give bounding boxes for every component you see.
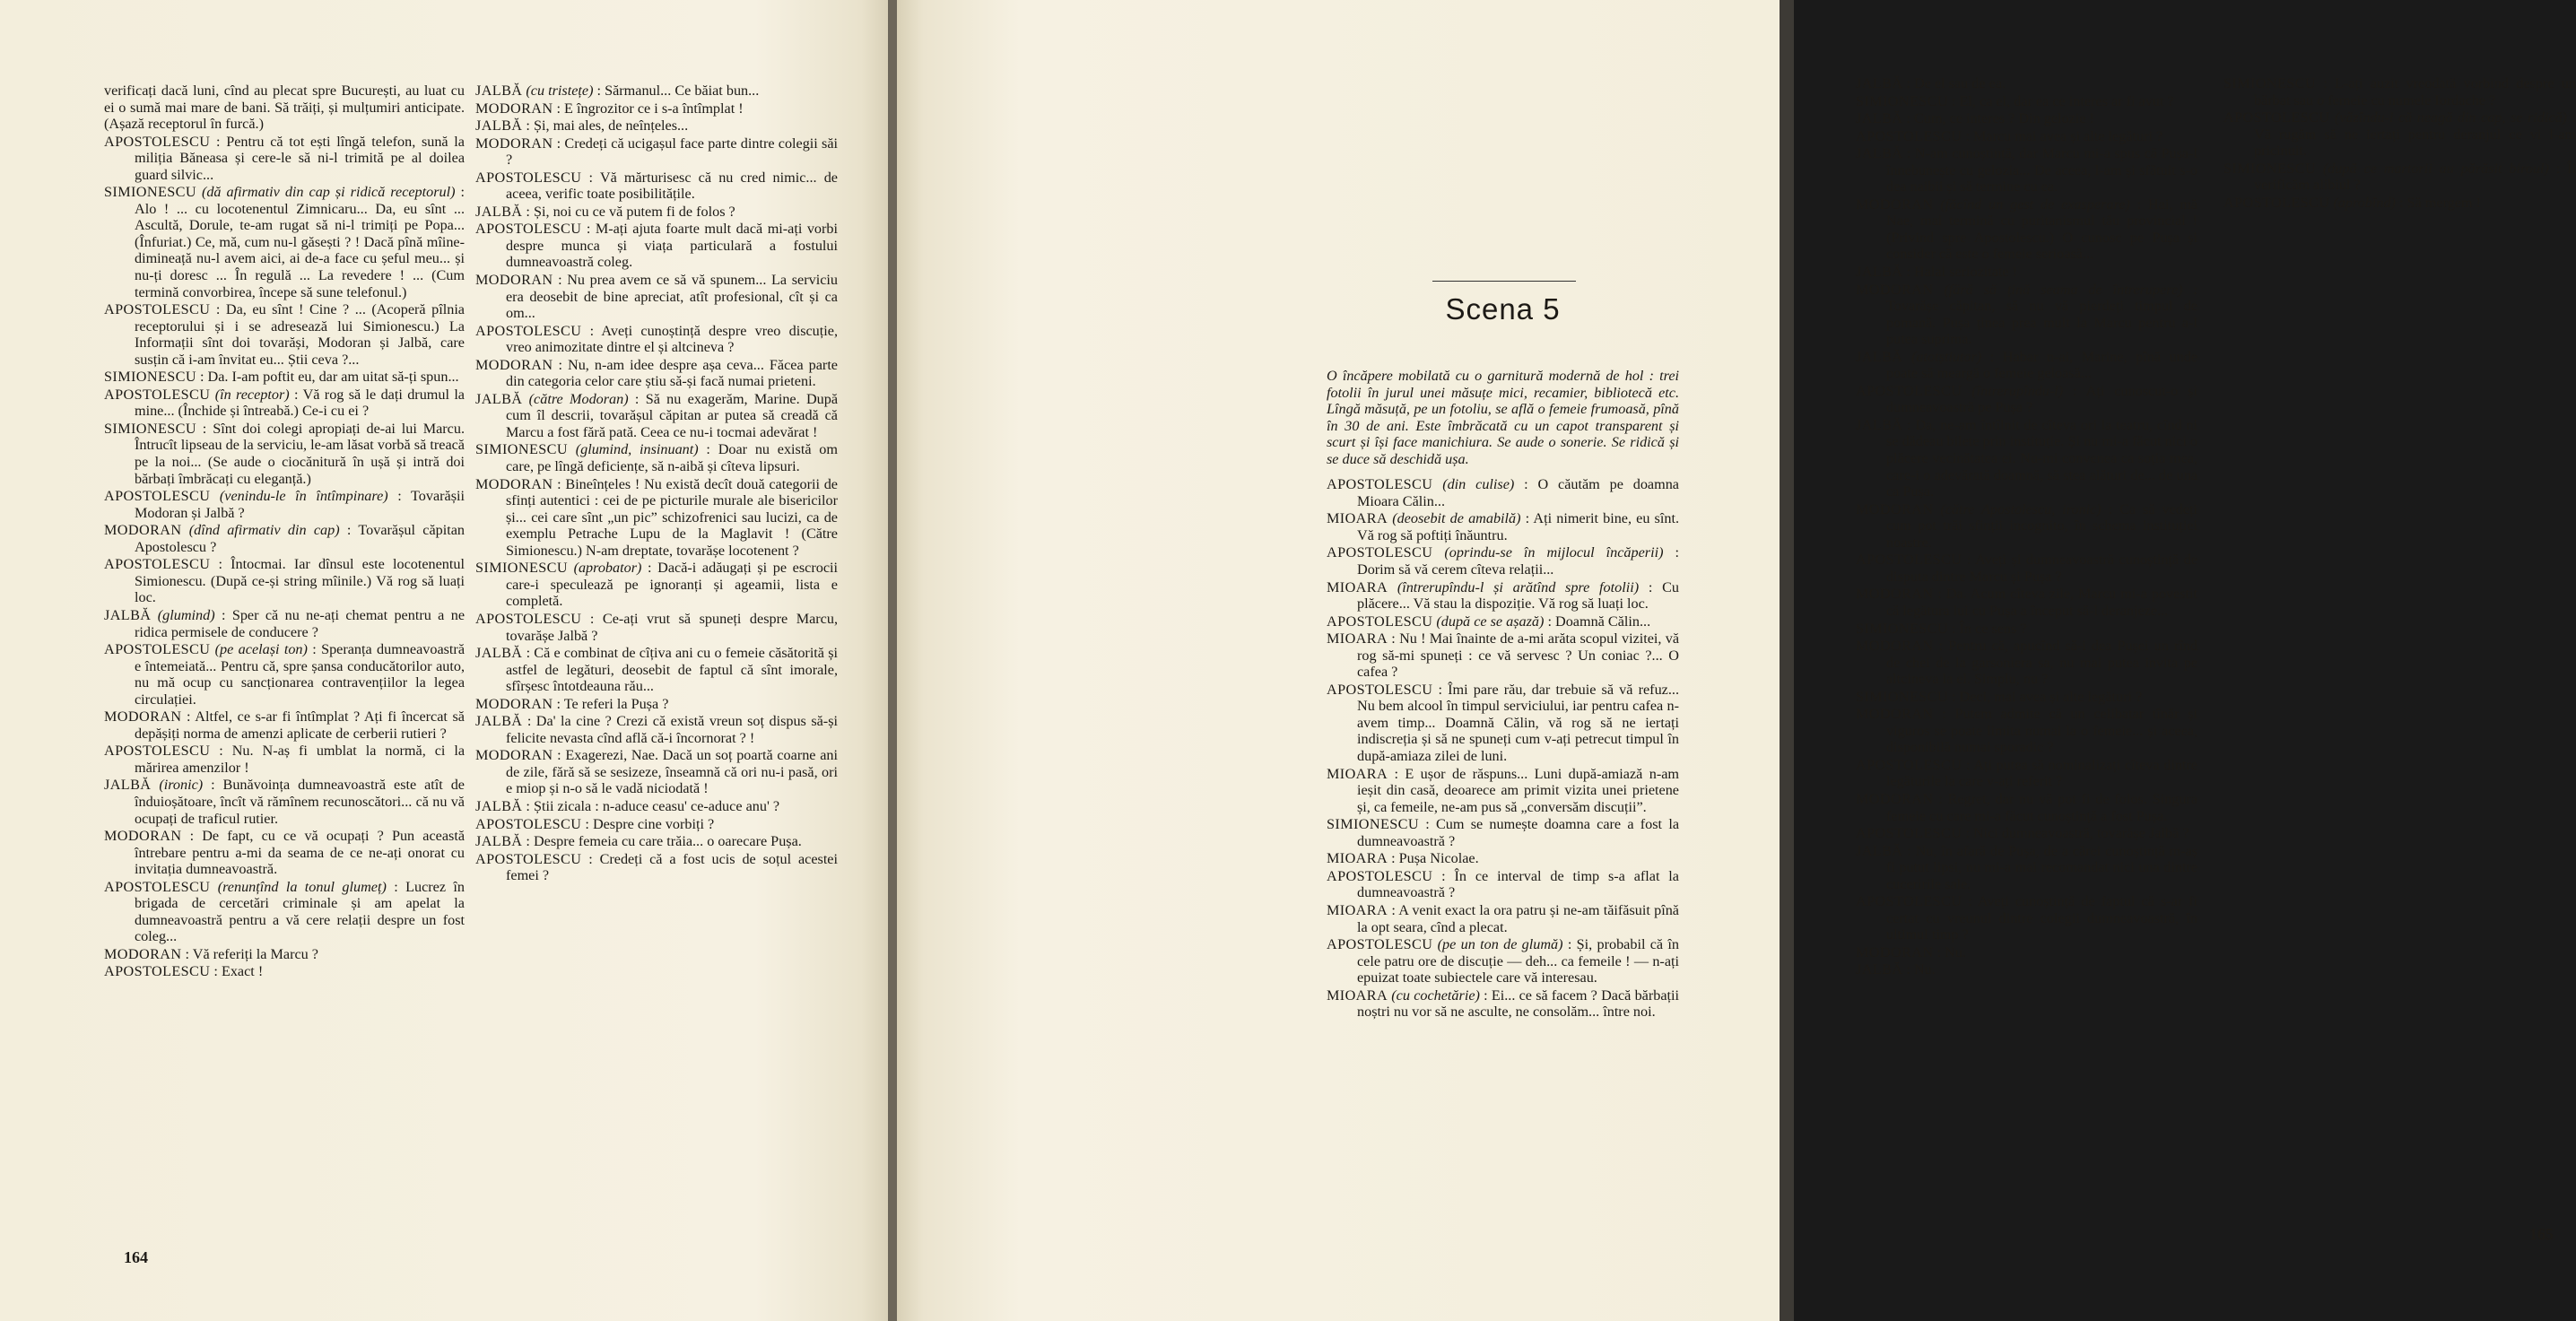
dialogue-continuation (104, 83, 465, 133)
line-text: Pușa Nicolae. (1398, 850, 1479, 867)
line-text: Să nu exagerăm, Marine. După cum îl descrii, tovarășul căpitan ar putea să creadă că Marcu a fost fără pată. Ceea ce nu-i tocmai adevărat ! (506, 390, 839, 440)
speaker-name: JALBĂ (475, 117, 523, 135)
page-number-right: 165 (2529, 1225, 2554, 1243)
speaker-name: MODORAN (1856, 790, 1934, 807)
speaker-name: APOSTOLESCU (104, 743, 211, 760)
speaker-name: JALBĂ (475, 390, 523, 407)
stage-direction: (întrerupîndu-l și arătînd spre fotolii) (1397, 578, 1640, 595)
dialogue-line: SIMIONESCU (aprobator) : Dacă-i adăugați și pe escrocii care-i speculează pe ignoranți și ageamii, lista e completă. (475, 560, 839, 610)
dialogue-line: MODORAN : Te referi la Pușa ? (475, 695, 669, 712)
stage-direction: (dînd afirmativ din cap) (188, 522, 340, 539)
book-gutter (888, 0, 897, 1321)
stage-direction: (din culise) (1442, 476, 1515, 493)
line-text: E îngrozitor ce i s-a întîmplat ! (564, 100, 744, 117)
dialogue-line: APOSTOLESCU (în receptor) : Vă rog să le dați drumul la mine... (Închide și întreabă.) Ce-i cu ei ? (104, 386, 465, 420)
scene-dialogue (1327, 476, 1679, 1021)
line-text: Credeți că ucigașul face parte dintre colegii săi ? (506, 135, 839, 169)
speaker-name: JALBĂ (1856, 348, 1903, 365)
dialogue-line: JALBĂ : Știi zicala : n-aduce ceasu' ce-aduce anu' ? (475, 797, 780, 814)
dialogue-line: APOSTOLESCU (întrerupîndu-l) : Ați cunoscut-o și dumneavoastră pe Pușa ? (1856, 382, 2197, 416)
dialogue-line: APOSTOLESCU (oprindu-se în mijlocul încăperii) : Dorim să vă cerem cîteva relații... (1327, 544, 1679, 578)
speaker-name: MIOARA (1327, 986, 1388, 1004)
speaker-name: APOSTOLESCU (1327, 613, 1433, 630)
dialogue-line: SIMIONESCU (după ce martorii au părăsit biroul) : Îi verificăm alibiul ? (2224, 160, 2576, 194)
dialogue-line: MODORAN : Credeți că ucigașul face parte dintre colegii săi ? (475, 135, 839, 169)
speaker-name: APOSTOLESCU (104, 963, 211, 980)
line-text: O căutăm pe doamna Mioara Călin... (1357, 476, 1679, 509)
speaker-name: MODORAN (104, 522, 182, 539)
right-page-column-2-top (2224, 75, 2576, 212)
speaker-name: MIOARA (1327, 630, 1388, 647)
dialogue-line: APOSTOLESCU : Aveți și dumneavoastră cunoștință de disputa dintre Marcu și Pușa ? (1856, 552, 2197, 585)
stage-direction: (aprobînd) (2333, 194, 2396, 211)
line-text: Îi verificăm alibiul ? (2254, 160, 2576, 194)
line-text: Tovarășe căpitan, să nu vă pierdeți timpul de pomană. Pușa ținea prea mult la Marcu pentru a-l putea suprima. (1886, 298, 2197, 348)
dialogue-line: JALBĂ : Că e combinat de cîțiva ani cu o femeie căsătorită și astfel de legături, deosebit de faptul că sînt imorale, sfîrșesc întotdeauna rău... (475, 645, 838, 695)
line-text: Nu. (1913, 961, 1936, 978)
speaker-name: JALBĂ (1856, 842, 1903, 859)
line-text: Lucrez în brigada de cercetări criminale și am apelat la dumneavoastră pentru a vă cere relații despre un fost coleg... (135, 878, 465, 945)
dialogue-line: JALBĂ (către Modoran) : Să nu exagerăm, Marine. După cum îl descrii, tovarășul căpitan ar putea să creadă că Marcu a fost fără pată. Ceea ce nu-i tocmai adevărat ! (475, 390, 839, 440)
line-text: Despre femeia cu care trăia... o oarecare Pușa. (533, 833, 802, 850)
speaker-name: MODORAN (104, 945, 182, 962)
speaker-name: JALBĂ (1856, 145, 1903, 162)
speaker-name: MODORAN (475, 695, 553, 712)
dialogue-line: JALBĂ : De el sau de ea. (1856, 75, 2006, 91)
dialogue-line: JALBĂ : Da, ne-am întîlnit de cîteva ori la teatru, cînd ni se dădeau bilete prin instituție. Și nu mi-a făcut nici o plăcere vecinătatea ei. Nu-mi convenea ca soția mea, care-i o adevărată doamnă, să stea alături de... de una ca Pușa. (1856, 416, 2198, 500)
dialogue-line: MIOARA : A venit exact la ora patru și ne-am tăifăsuit pînă la opt seara, cînd a plecat. (1327, 901, 1679, 935)
line-text: Ați cunoscut-o și dumneavoastră pe Pușa ? (1886, 382, 2197, 416)
dialogue-line: MODORAN : Bineînțeles ! Nu există decît două categorii de sfinți autentici : cei de pe picturile murale ale bisericilor și... cei care sînt „un pic” schizofrenici sau lucizi, ca de exemplu Petrache Lupu de la Maglavit ! (Către Simionescu.) N-am dreptate, tovarășe locotenent ? (475, 475, 838, 559)
stage-direction: (venindu-le în întîmpinare) (219, 488, 388, 505)
dialogue-line: JALBĂ (cu tristețe) : Sărmanul... Ce băiat bun... (475, 83, 760, 99)
line-text: Cum, ce interes ? Din gelozie ! (1913, 110, 2094, 127)
line-text: Da. I-am poftit eu, dar am uitat să-ți spun... (207, 369, 459, 386)
dialogue-line: MODORAN : Nu prea avem ce să vă spunem... La serviciu era deosebit de bine apreciat, atît profesional, cît și ca om... (475, 272, 838, 322)
line-text: Nu. (1945, 943, 1966, 960)
speaker-name: APOSTOLESCU (475, 322, 582, 339)
line-text: Îmi pare rău, dar trebuie să vă refuz... Nu bem alcool în timpul serviciului, iar pentru cafea n-avem timp... Doamnă Călin, vă rog să ne iertați indiscreția și să ne spuneți cum v-ați petrecut timpul în după-amiaza zilei de luni. (1357, 681, 1679, 765)
dialogue-line: JALBĂ : N-am cunoștință, dar Marcu mi-a spus că Pușa-l înnebunește cu gelozia... De aceea, l-am și sfătuit s-o dea naibii și să termine cu ea. (1856, 145, 2197, 196)
scene-description (1327, 368, 1679, 1021)
line-text: Bunăvoința dumneavoastră este atît de înduioșătoare, încît vă rămînem recunoscători... că nu vă ocupați de traficul rutier. (135, 777, 465, 827)
speaker-name: MODORAN (1856, 281, 1934, 298)
speaker-name: JALBĂ (104, 606, 152, 623)
line-text: Sărmanul... Ce băiat bun... (605, 83, 760, 99)
line-text: Cu plăcere... Vă stau la dispoziție. Vă rog să luați loc. (1357, 578, 1680, 613)
dialogue-line: SIMIONESCU : Da. I-am poftit eu, dar am uitat să-ți spun... (104, 369, 459, 386)
dialogue-line: MODORAN : Altfel, ce s-ar fi întîmplat ? Ați fi încercat să depășiți norma de amenzi aplicate de cerberii rutieri ? (104, 708, 465, 742)
speaker-name: MODORAN (475, 272, 553, 289)
stage-direction: (deosebit de amabilă) (1392, 510, 1521, 527)
stage-direction: (dă afirmativ din cap și ridică receptorul) (201, 184, 456, 201)
speaker-name: JALBĂ (475, 203, 523, 220)
line-text: Ați putea să nominalizați cîteva dintre legăturile la care v-ați referit ? (1886, 756, 2197, 790)
line-text: Cum se numește doamna care a fost la dumneavoastră ? (1357, 816, 1679, 849)
dialogue-line: APOSTOLESCU (pe un ton de glumă) : Și, probabil că în cele patru ore de discuție — deh... ca femeile ! — n-ați epuizat toate subiectele care vă interesau. (1327, 936, 1680, 986)
dialogue-line: APOSTOLESCU : Credeți că a fost ucis de soțul acestei femei ? (475, 850, 838, 884)
speaker-name: JALBĂ (475, 797, 523, 814)
speaker-name: MIOARA (1327, 765, 1388, 782)
dialogue-line: MODORAN (fără să țină seama de întrerupere) : Tovarășe căpitan, să nu vă pierdeți timpul de pomană. Pușa ținea prea mult la Marcu pentru a-l putea suprima. (1856, 281, 2198, 348)
dialogue-line: APOSTOLESCU (pe același ton) : Speranța dumneavoastră e întemeiată... Pentru că, spre șansa conducătorilor auto, nu mă ocup cu sancționarea contravențiilor la legea circulației. (104, 641, 466, 708)
line-text: Speranța dumneavoastră e întemeiată... Pentru că, spre șansa conducătorilor auto, nu mă ocup cu sancționarea contravențiilor la legea circulației. (135, 641, 466, 708)
dialogue-line: APOSTOLESCU : Despre cine vorbiți ? (475, 815, 715, 832)
line-text: Putem admite că un celibatar tînăr și viguros se poate limita numai la o femeie... și aceea, disponibilă numai sporadic ? (1886, 706, 2198, 756)
dialogue-line: JALBĂ (glumind) : Sper că nu ne-ați chemat pentru a ne ridica permisele de conducere ? (104, 606, 466, 640)
line-text: De fapt, cu ce vă ocupați ? Pun această întrebare pentru a-mi da seama de ce ne-ați onorat cu invitația dumneavoastră. (135, 828, 466, 878)
speaker-name: MIOARA (1327, 901, 1388, 918)
dialogue-line: APOSTOLESCU : În ce interval de timp s-a aflat la dumneavoastră ? (1327, 867, 1679, 901)
line-text: Și, probabil că în cele patru ore de discuție — deh... ca femeile ! — n-ați epuizat toate subiectele care vă interesau. (1357, 936, 1680, 986)
line-text: Aveți cunoștință de faptul că s-ar fi certat cu vreunul dintre colegii dumneavoastră, în ultimul timp ? (1886, 893, 2197, 943)
stage-direction: (către Apostolescu, ironic) (1940, 500, 2102, 517)
dialogue-line: MIOARA (cu cochetărie) : Ei... ce să facem ? Dacă bărbații noștri nu vor să ne asculte, ne consolăm... între noi. (1327, 986, 1680, 1021)
dialogue-line: JALBĂ : Cum, ce interes ? Din gelozie ! (1856, 110, 2094, 127)
dialogue-line: SIMIONESCU (dă afirmativ din cap și ridică receptorul) : Alo ! ... cu locotenentul Zimnicaru... Da, eu sînt ... Ascultă, Dorule, te-am rugat să ni-l trimiți pe Popa... (Înfuriat.) Ce, mă, cum nu-l găsești ? ! Dacă pînă mîine-dimineață nu-l avem aici, ai de-a face cu șeful meu... și nu-ți doresc ... În regulă ... La revedere ! ... (Cum termină convorbirea, începe să sune telefonul.) (104, 184, 466, 300)
dialogue-line: APOSTOLESCU : Da, eu sînt ! Cine ? ... (Acoperă pîlnia receptorului și i se adresează lui Simionescu.) La Informații sînt doi tovarăși, Modoran și Jalbă, care susțin că i-am învitat eu... Știi ceva ?... (104, 301, 465, 368)
dialogue-line: JALBĂ : Nu, în afară de Pușa, de a cărei cunoștință m-aș fi putut lipsi, nu mi-a mai recomandat nici una dintre cuceririle sale. (1856, 842, 2197, 892)
speaker-name: APOSTOLESCU (1327, 867, 1433, 884)
line-text: Și, mai ales, de neînțeles... (533, 117, 689, 135)
line-text: L-ați auzit vreodată vorbind despre un bărbat sau o femeie cu numele Iordache ? (2254, 75, 2576, 109)
speaker-name: APOSTOLESCU (104, 641, 211, 658)
dialogue-line: APOSTOLESCU : Nici dumneavoastră, tovarășe Jalbă ? (1856, 825, 2189, 842)
line-text: Nici dumneavoastră, tovarășe Jalbă ? (1972, 825, 2189, 842)
dialogue-line: MODORAN (către Apostolescu, ironic) : Ca să vedeți cum pot trăi sfinții incognito, în schema instituției noastre. (1856, 500, 2197, 551)
line-text: Să mergem ! (2406, 194, 2481, 211)
dialogue-line: MIOARA (deosebit de amabilă) : Ați nimerit bine, eu sînt. Vă rog să poftiți înăuntru. (1327, 510, 1679, 543)
speaker-name: SIMIONESCU (104, 420, 196, 437)
book-edge (1780, 0, 1794, 1321)
dialogue-line: APOSTOLESCU : Întocmai. Iar dînsul este locotenentul Simionescu. (După ce-și string mîinile.) Vă rog să luați loc. (104, 556, 465, 606)
line-text: În ce interval de timp s-a aflat la dumneavoastră ? (1357, 867, 1679, 901)
line-text: Ce-ați vrut să spuneți despre Marcu, tovarășe Jalbă ? (506, 610, 839, 644)
stage-direction: (cu cochetărie) (1391, 986, 1480, 1004)
line-text: Marcu mai avea și alte legături ? (1972, 127, 2163, 144)
speaker-name: MIOARA (1327, 850, 1388, 867)
line-text: Întocmai. Iar dînsul este locotenentul Simionescu. (După ce-și string mîinile.) Vă rog să luați loc. (135, 556, 465, 606)
line-text: Doamnă Călin... (1555, 613, 1651, 630)
line-text: Știi zicala : n-aduce ceasu' ce-aduce anu' ? (533, 797, 780, 814)
dialogue-line: SIMIONESCU : În ce sens ? (1856, 620, 2027, 637)
stage-direction: (oprindu-se în mijlocul încăperii) (1444, 544, 1664, 561)
dialogue-line: MIOARA (întrerupîndu-l și arătînd spre fotolii) : Cu plăcere... Vă stau la dispoziție. Vă rog să luați loc. (1327, 578, 1680, 613)
line-text: M-ați ajuta foarte mult dacă mi-ați vorbi despre munca și viața particulară a fostului dumneavoastră coleg. (506, 221, 839, 271)
line-text: Nu. N-aș fi umblat la normă, ci la mărirea amenzilor ! (135, 743, 465, 776)
stage-direction: (atotștiutor) (1910, 348, 1982, 365)
speaker-name: MODORAN (475, 475, 553, 492)
speaker-name: APOSTOLESCU (1327, 936, 1433, 953)
dialogue-line: MODORAN : Vă referiți la Marcu ? (104, 945, 318, 962)
speaker-name: SIMIONESCU (2224, 75, 2316, 91)
speaker-name: MIOARA (1327, 510, 1388, 527)
speaker-name: APOSTOLESCU (104, 301, 211, 318)
line-text: Halal seriozitate ! (1913, 264, 2018, 281)
speaker-name: MODORAN (1856, 196, 1934, 213)
line-text: verificați dacă luni, cînd au plecat spre București, au luat cu ei o sumă mai mare de bani. Să trăiți, și mulțumiri anticipate. (Așază receptorul în furcă.) (104, 83, 465, 133)
speaker-name: JALBĂ (475, 645, 523, 662)
stage-direction: (cu tristețe) (526, 83, 594, 99)
speaker-name: APOSTOLESCU (1327, 476, 1433, 493)
line-text: În ce sens ? (1959, 620, 2027, 637)
speaker-name: JALBĂ (475, 713, 523, 730)
stage-direction: (pe același ton) (214, 641, 308, 658)
scene-separator-rule (1432, 281, 1576, 282)
line-text: Exact ! (221, 963, 264, 980)
line-text: Despre cine vorbiți ? (592, 815, 715, 832)
speaker-name: MODORAN (1856, 638, 1934, 655)
line-text: Aveți cunoștință despre vreo discuție, vreo animozitate dintre el și altcineva ? (506, 322, 839, 356)
line-text: Credeți că a fost ucis de soțul acestei femei ? (506, 850, 838, 884)
dialogue-line: JALBĂ (atotștiutor) : Habar n-ai, Marine, pînă unde poate să meargă o femeie geloasă... (1856, 348, 2198, 382)
dialogue-line: MIOARA : Pușa Nicolae. (1327, 850, 1479, 867)
dialogue-line: APOSTOLESCU : Marcu mai avea și alte legături ? (1856, 127, 2163, 144)
line-text: Te referi la Pușa ? (563, 695, 669, 712)
stage-direction: O încăpere mobilată cu o garnitură modernă de hol : trei fotolii în jurul unei măsuțe mici, recamier, bibliotecă etc. Lîngă măsuță, pe un fotoliu, se află o femeie frumoasă, pînă în 30 de ani. Este îmbrăcată cu un capot transparent și scurt și își face manichiura. Se aude o sonerie. Se ridică și se duce să deschidă ușa. (1327, 368, 1679, 467)
line-text: Ca să vedeți cum pot trăi sfinții incognito, în schema instituției noastre. (1886, 500, 2197, 551)
dialogue-line: SIMIONESCU (glumind, insinuant) : Doar nu există om care, pe lîngă deficiențe, să n-aibă și cîteva lipsuri. (475, 441, 838, 475)
dialogue-line: MODORAN : Nu, n-am idee despre așa ceva... Făcea parte din categoria celor care știu să-și facă numai prieteni. (475, 356, 838, 390)
speaker-name: SIMIONESCU (475, 560, 568, 577)
line-text: Hai, mă Nae, mai termină cu puritanismul tău provincial ! (Privind spre Apostolescu.) O cunosc pe Pușa și consider că este o femeie serioasă... (1886, 196, 2197, 263)
dialogue-line: APOSTOLESCU : Aveți cunoștință de faptul că s-ar fi certat cu vreunul dintre colegii dumneavoastră, în ultimul timp ? (1856, 893, 2197, 943)
line-text: Sper că nu ne-ați chemat pentru a ne ridica permisele de conducere ? (135, 606, 466, 640)
dialogue-line: MODORAN : Da. Acum cîteva zile, Marcu mi-a povestit că legătura lui cu Pușa a început să-l deranjeze... (1856, 586, 2198, 619)
scene-title: Scena 5 (1445, 292, 1561, 326)
line-text: Da' la cine ? Crezi că există vreun soț dispus să-și felicite nevasta cînd află că-i încornorat ? ! (506, 713, 838, 746)
speaker-name: MODORAN (1856, 500, 1934, 517)
dialogue-line: MIOARA : E ușor de răspuns... Luni după-amiază n-am ieșit din casă, deoarece am primit vizita unei prietene și, ca femeile, ne-am pus să „conversăm discuții”. (1327, 765, 1679, 815)
speaker-name: APOSTOLESCU (104, 133, 211, 150)
line-text: Aveți și dumneavoastră cunoștință de disputa dintre Marcu și Pușa ? (1886, 552, 2197, 585)
line-text: E ușor de răspuns... Luni după-amiază n-am ieșit din casă, deoarece am primit vizita unei prietene și, ca femeile, ne-am pus să „conversăm discuții”. (1357, 765, 1679, 815)
dialogue-line: APOSTOLESCU : Vă mărturisesc că nu cred nimic... de aceea, verific toate posibilitățile. (475, 169, 838, 203)
speaker-name: APOSTOLESCU (1327, 544, 1433, 561)
line-text: El, ca el, dar ea ce interes ar fi avut ? (1959, 92, 2174, 109)
dialogue-line: APOSTOLESCU (văzîndu-i că neagă din cap, se ridică) : Vă rugăm să ne iertați pentru deranjul ce vi l-am pricinuit. (2224, 109, 2576, 160)
dialogue-line: SIMIONESCU : Deci, mai avea și alte legături ? (1856, 688, 2143, 705)
speaker-name: MODORAN (1856, 706, 1934, 723)
speaker-name: APOSTOLESCU (1327, 681, 1433, 698)
line-text: Vă referiți la Marcu ? (192, 945, 318, 962)
dialogue-line: APOSTOLESCU (venindu-le în întîmpinare) : Tovarășii Modoran și Jalbă ? (104, 488, 465, 521)
line-text: Tovarășii Modoran și Jalbă ? (135, 488, 465, 521)
speaker-name: SIMIONESCU (1327, 816, 1419, 833)
dialogue-line: MODORAN (făcînd un gest de exasperare) : Hai, mă Nae, mai termină cu puritanismul tău provincial ! (Privind spre Apostolescu.) O cunosc pe Pușa și consider că este o femeie serioasă... (1856, 196, 2197, 263)
stage-direction: (fără să țină seama de întrerupere) (1944, 281, 2183, 298)
line-text: Deci, mai avea și alte legături ? (1959, 688, 2143, 705)
speaker-name: APOSTOLESCU (2224, 109, 2330, 126)
speaker-name: APOSTOLESCU (475, 815, 582, 832)
left-page-column-1 (104, 83, 465, 981)
speaker-name: APOSTOLESCU (475, 221, 582, 238)
speaker-name: JALBĂ (1856, 75, 1903, 91)
speaker-name: JALBĂ (104, 777, 152, 794)
dialogue-line: MODORAN : Exagerezi, Nae. Dacă un soț poartă coarne ani de zile, fără să se sesizeze, înseamnă că ori nu-i pasă, ori e miop și n-o să le vadă niciodată ! (475, 747, 838, 797)
dialogue-line: MODORAN : Regret, dar nu vă pot fi de folos. Singura femeie cu care mi-a făcut cunoștință a fost Pușa. (1856, 790, 2198, 824)
speaker-name: APOSTOLESCU (1856, 127, 1962, 144)
stage-direction: (glumind) (157, 606, 215, 623)
dialogue-line: APOSTOLESCU : M-ați ajuta foarte mult dacă mi-ați vorbi despre munca și viața particulară a fostului dumneavoastră coleg. (475, 221, 839, 271)
line-text: Habar n-ai, Marine, pînă unde poate să meargă o femeie geloasă... (1886, 348, 2198, 382)
speaker-name: SIMIONESCU (104, 184, 196, 201)
dialogue-line: JALBĂ : Halal seriozitate ! (1856, 264, 2018, 281)
page-number-left: 164 (124, 1248, 148, 1266)
line-text: Bineînțeles ! Nu există decît două categorii de sfinți autentici : cei de pe picturile murale ale bisericilor și... cei care sînt „un pic” schizofrenici sau lucizi, ca de exemplu Petrache Lupu de la Maglavit ! (Către Simionescu.) N-am dreptate, tovarășe locotenent ? (506, 475, 838, 559)
speaker-name: SIMIONESCU (1856, 620, 1948, 637)
speaker-name: MODORAN (104, 708, 182, 726)
line-text: Vă rog să le dați drumul la mine... (Închide și întreabă.) Ce-i cu ei ? (135, 386, 465, 420)
line-text: Și, noi cu ce vă putem fi de folos ? (533, 203, 735, 220)
dialogue-line: APOSTOLESCU (din culise) : O căutăm pe doamna Mioara Călin... (1327, 476, 1679, 509)
line-text: Ați nimerit bine, eu sînt. Vă rog să poftiți înăuntru. (1357, 510, 1679, 543)
stage-direction: (făcînd un gest de exasperare) (1940, 196, 2130, 213)
dialogue-line: SIMIONESCU : El, ca el, dar ea ce interes ar fi avut ? (1856, 92, 2174, 109)
dialogue-line: JALBĂ : Nu. (1856, 961, 1936, 978)
dialogue-line: MODORAN : E îngrozitor ce i s-a întîmplat ! (475, 100, 744, 117)
stage-direction: (către Modoran) (528, 390, 629, 407)
speaker-name: MODORAN (475, 747, 553, 764)
line-text: De el sau de ea. (1913, 75, 2006, 91)
line-text: Da. Acum cîteva zile, Marcu mi-a povestit că legătura lui cu Pușa a început să-l deranjeze... (1886, 586, 2198, 619)
dialogue-line: MODORAN : Nu. (1856, 943, 1966, 960)
dialogue-line: MODORAN : Pentru că, apucînd să-i dea Pușei un rînd de chei de la garsoniera sa, nu mai putea invita pe altcineva la el. Simplu, nu ? (1856, 638, 2197, 688)
speaker-name: MODORAN (475, 100, 553, 117)
speaker-name: JALBĂ (475, 83, 523, 99)
left-page (0, 0, 888, 1321)
speaker-name: JALBĂ (1856, 110, 1903, 127)
speaker-name: APOSTOLESCU (1856, 825, 1962, 842)
dialogue-line: APOSTOLESCU : Nu. N-aș fi umblat la normă, ci la mărirea amenzilor ! (104, 743, 465, 776)
line-text: Nu, n-am idee despre așa ceva... Făcea parte din categoria celor care știu să-și facă numai prieteni. (506, 356, 838, 390)
line-text: Doar nu există om care, pe lîngă deficiențe, să n-aibă și cîteva lipsuri. (506, 441, 838, 475)
dialogue-line: APOSTOLESCU : Pentru că tot ești lîngă telefon, sună la miliția Băneasa și cere-le să ni-l trimită pe al doilea guard silvic... (104, 133, 465, 183)
stage-direction: (ironic) (159, 777, 204, 794)
right-page-column-1 (1856, 75, 2197, 979)
line-text: Alo ! ... cu locotenentul Zimnicaru... Da, eu sînt ... Ascultă, Dorule, te-am rugat să ni-l trimiți pe Popa... (Înfuriat.) Ce, mă, cum nu-l găsești ? ! Dacă pînă mîine-dimineață nu-l avem aici, ai de-a face cu șeful meu... și nu-ți doresc ... În regulă ... La revedere ! ... (Cum termină convorbirea, începe să sune telefonul.) (135, 200, 465, 300)
speaker-name: APOSTOLESCU (104, 386, 211, 403)
line-text: Că e combinat de cîțiva ani cu o femeie căsătorită și astfel de legături, deosebit de faptul că sînt imorale, sfîrșesc întotdeauna rău... (506, 645, 838, 695)
speaker-name: SIMIONESCU (2224, 160, 2316, 177)
speaker-name: SIMIONESCU (1856, 92, 1948, 109)
dialogue-line: SIMIONESCU : Cum se numește doamna care a fost la dumneavoastră ? (1327, 816, 1679, 849)
dialogue-line: MODORAN (dînd afirmativ din cap) : Tovarășul căpitan Apostolescu ? (104, 522, 465, 555)
speaker-name: APOSTOLESCU (104, 556, 211, 573)
dialogue-line: MODORAN : De fapt, cu ce vă ocupați ? Pun această întrebare pentru a-mi da seama de ce ne-ați onorat cu invitația dumneavoastră. (104, 828, 466, 878)
speaker-name: APOSTOLESCU (104, 878, 211, 895)
speaker-name: APOSTOLESCU (1856, 756, 1962, 773)
dialogue-line: JALBĂ : Da' la cine ? Crezi că există vreun soț dispus să-și felicite nevasta cînd află că-i încornorat ? ! (475, 713, 838, 746)
dialogue-line: MODORAN : Putem admite că un celibatar tînăr și viguros se poate limita numai la o femeie... și aceea, disponibilă numai sporadic ? (1856, 706, 2198, 756)
line-text: Nu prea avem ce să vă spunem... La serviciu era deosebit de bine apreciat, atît profesional, cît și ca om... (506, 272, 838, 322)
speaker-name: MODORAN (475, 356, 553, 373)
dialogue-line: APOSTOLESCU : Aveți cunoștință despre vreo discuție, vreo animozitate dintre el și altcineva ? (475, 322, 839, 356)
dialogue-line: APOSTOLESCU (aprobînd) : Să mergem ! (2224, 194, 2481, 211)
speaker-name: APOSTOLESCU (2224, 194, 2330, 211)
line-text: Dacă-i adăugați și pe escrocii care-i speculează pe ignoranți și ageamii, lista e completă. (506, 560, 839, 610)
line-text: Sînt doi colegi apropiați de-ai lui Marcu. Întrucît lipseau de la serviciu, le-am lăsat vorbă să treacă pe la noi... (Se aude o ciocănitură în ușă și intră doi bărbați îmbrăcați cu eleganță.) (135, 420, 465, 487)
speaker-name: APOSTOLESCU (1856, 893, 1962, 910)
speaker-name: APOSTOLESCU (104, 488, 211, 505)
speaker-name: SIMIONESCU (104, 369, 196, 386)
speaker-name: MODORAN (104, 828, 182, 845)
line-text: Vă mărturisesc că nu cred nimic... de aceea, verific toate posibilitățile. (506, 169, 838, 203)
speaker-name: APOSTOLESCU (475, 169, 582, 186)
dialogue-line: JALBĂ : Și, mai ales, de neînțeles... (475, 117, 689, 135)
line-text: Altfel, ce s-ar fi întîmplat ? Ați fi încercat să depășiți norma de amenzi aplicate de cerberii rutieri ? (135, 708, 465, 742)
speaker-name: JALBĂ (475, 833, 523, 850)
speaker-name: SIMIONESCU (1856, 688, 1948, 705)
stage-direction: (în receptor) (214, 386, 290, 403)
line-text: Da, ne-am întîlnit de cîteva ori la teatru, cînd ni se dădeau bilete prin instituție. Și nu mi-a făcut nici o plăcere vecinătatea ei. Nu-mi convenea ca soția mea, care-i o adevărată doamnă, să stea alături de... de una ca Pușa. (1886, 416, 2198, 500)
dialogue-line: APOSTOLESCU : Exact ! (104, 963, 264, 980)
dialogue-line: SIMIONESCU : L-ați auzit vreodată vorbind despre un bărbat sau o femeie cu numele Iordache ? (2224, 75, 2576, 109)
line-text: Exagerezi, Nae. Dacă un soț poartă coarne ani de zile, fără să se sesizeze, înseamnă că ori nu-i pasă, ori e miop și n-o să le vadă niciodată ! (506, 747, 838, 797)
line-text: Tovarășul căpitan Apostolescu ? (135, 522, 465, 555)
speaker-name: APOSTOLESCU (1856, 552, 1962, 569)
stage-direction: (glumind, insinuant) (575, 441, 699, 458)
dialogue-line: JALBĂ : Despre femeia cu care trăia... o oarecare Pușa. (475, 833, 802, 850)
line-text: Nu, în afară de Pușa, de a cărei cunoștință m-aș fi putut lipsi, nu mi-a mai recomandat nici una dintre cuceririle sale. (1886, 842, 2197, 892)
line-text: Pentru că tot ești lîngă telefon, sună la miliția Băneasa și cere-le să ni-l trimită pe al doilea guard silvic... (135, 133, 465, 183)
line-text: Pentru că, apucînd să-i dea Pușei un rînd de chei de la garsoniera sa, nu mai putea invita pe altcineva la el. Simplu, nu ? (1886, 638, 2197, 688)
speaker-name: MODORAN (475, 135, 553, 152)
dialogue-line: APOSTOLESCU (după ce se așază) : Doamnă Călin... (1327, 613, 1651, 630)
speaker-name: JALBĂ (1856, 264, 1903, 281)
stage-direction: (după ce se așază) (1436, 613, 1545, 630)
line-text: N-am cunoștință, dar Marcu mi-a spus că Pușa-l înnebunește cu gelozia... De aceea, l-am și sfătuit s-o dea naibii și să termine cu ea. (1886, 145, 2197, 196)
line-text: Da, eu sînt ! Cine ? ... (Acoperă pîlnia receptorului și i se adresează lui Simionescu.) La Informații sînt doi tovarăși, Modoran și Jalbă, care susțin că i-am învitat eu... Știi ceva ?... (135, 301, 465, 368)
line-text: Ei... ce să facem ? Dacă bărbații noștri nu vor să ne asculte, ne consolăm... între noi. (1357, 986, 1680, 1021)
stage-direction: (după ce martorii au părăsit biroul) (2322, 160, 2549, 177)
speaker-name: APOSTOLESCU (1856, 382, 1962, 399)
stage-direction: (văzîndu-i că neagă din cap, se ridică) (2334, 109, 2568, 126)
line-text: Dorim să vă cerem cîteva relații... (1357, 561, 1554, 578)
dialogue-line: JALBĂ : Și, noi cu ce vă putem fi de folos ? (475, 203, 735, 220)
dialogue-line: SIMIONESCU : Sînt doi colegi apropiați de-ai lui Marcu. Întrucît lipseau de la serviciu, le-am lăsat vorbă să treacă pe la noi... (Se aude o ciocănitură în ușă și intră doi bărbați îmbrăcați cu eleganță.) (104, 420, 465, 487)
stage-direction: (întrerupîndu-l) (1971, 382, 2064, 399)
speaker-name: MIOARA (1327, 578, 1388, 595)
line-text: Nu ! Mai înainte de a-mi arăta scopul vizitei, vă rog să-mi spuneți : ce vă servesc ? Un coniac ?... O cafea ? (1357, 630, 1679, 681)
speaker-name: JALBĂ (1856, 416, 1903, 433)
speaker-name: MODORAN (1856, 586, 1934, 603)
line-text: A venit exact la ora patru și ne-am tăifăsuit pînă la opt seara, cînd a plecat. (1357, 901, 1679, 935)
left-page-column-2 (475, 83, 838, 885)
dialogue-line: APOSTOLESCU : Îmi pare rău, dar trebuie să vă refuz... Nu bem alcool în timpul serviciului, iar pentru cafea n-avem timp... Doamnă Călin, vă rog să ne iertați indiscreția și să ne spuneți cum v-ați petrecut timpul în după-amiaza zilei de luni. (1327, 681, 1679, 765)
speaker-name: MODORAN (1856, 943, 1934, 960)
dialogue-line: APOSTOLESCU (renunțînd la tonul glumeț) : Lucrez în brigada de cercetări criminale și am apelat la dumneavoastră pentru a vă cere relații despre un fost coleg... (104, 878, 465, 945)
speaker-name: JALBĂ (1856, 961, 1903, 978)
dialogue-line: MIOARA : Nu ! Mai înainte de a-mi arăta scopul vizitei, vă rog să-mi spuneți : ce vă servesc ? Un coniac ?... O cafea ? (1327, 630, 1679, 681)
line-text: Vă rugăm să ne iertați pentru deranjul ce vi l-am pricinuit. (2254, 126, 2576, 160)
speaker-name: APOSTOLESCU (475, 610, 582, 627)
stage-direction: (renunțînd la tonul glumeț) (217, 878, 387, 895)
stage-direction: (pe un ton de glumă) (1437, 936, 1563, 953)
stage-direction: (aprobator) (573, 560, 642, 577)
dialogue-line: APOSTOLESCU : Ce-ați vrut să spuneți despre Marcu, tovarășe Jalbă ? (475, 610, 839, 644)
speaker-name: APOSTOLESCU (475, 850, 582, 867)
speaker-name: SIMIONESCU (475, 441, 568, 458)
dialogue-line: APOSTOLESCU : Ați putea să nominalizați cîteva dintre legăturile la care v-ați referit ? (1856, 756, 2197, 790)
dialogue-line: JALBĂ (ironic) : Bunăvoința dumneavoastră este atît de înduioșătoare, încît vă rămînem recunoscători... că nu vă ocupați de traficul rutier. (104, 777, 465, 827)
line-text: Regret, dar nu vă pot fi de folos. Singura femeie cu care mi-a făcut cunoștință a fost Pușa. (1886, 790, 2198, 824)
